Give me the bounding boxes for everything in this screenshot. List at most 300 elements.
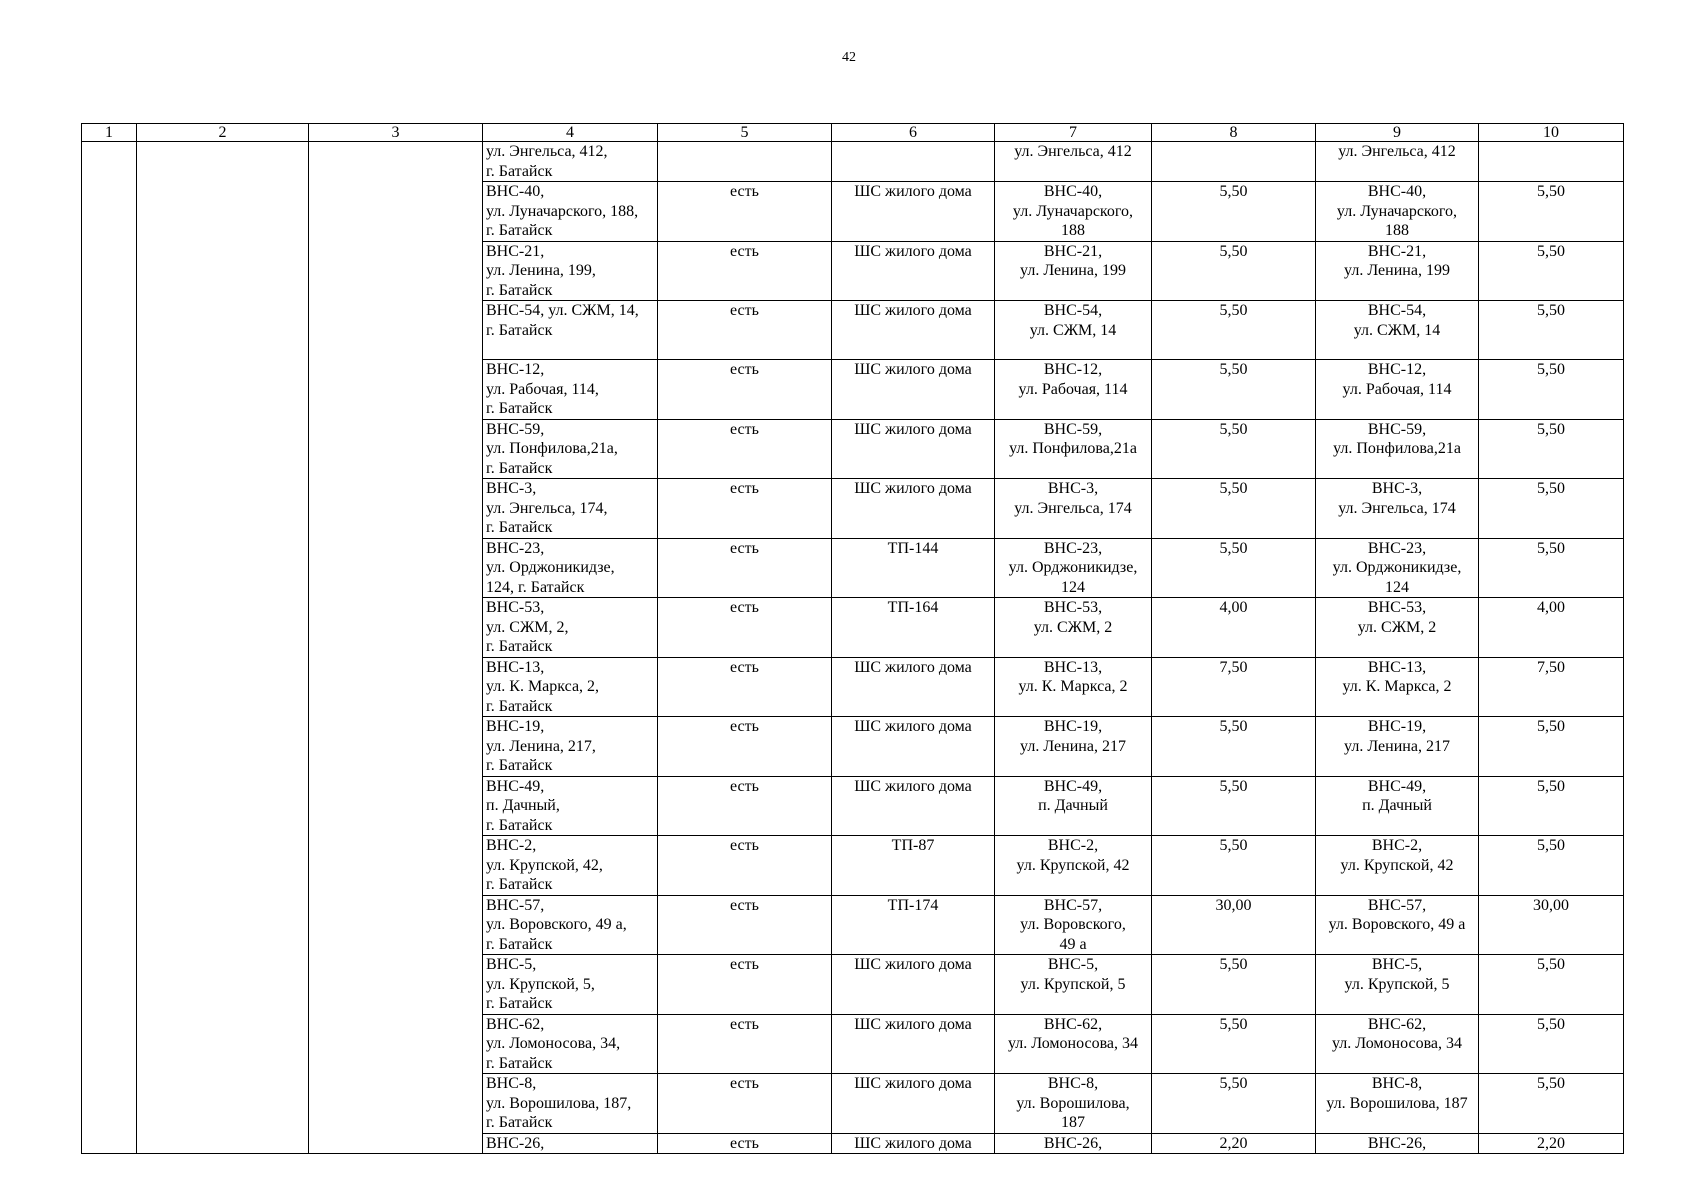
cell-line: ул. Крупской, 5	[1020, 975, 1126, 993]
object-address-cell	[483, 1074, 658, 1134]
cell-line: ул. Орджоникидзе,	[1008, 559, 1138, 576]
cell-line: ул. Ленина, 199	[1344, 262, 1450, 279]
cell-line: ВНС-21,	[1367, 242, 1427, 260]
object-address-cell	[483, 717, 658, 777]
table-row	[82, 717, 1624, 777]
cell-line: 124	[1061, 578, 1085, 596]
metering-point-cell	[1316, 955, 1479, 1015]
connection-point-cell	[995, 182, 1152, 242]
empty-cell-col3	[309, 241, 483, 301]
connection-point-cell	[995, 419, 1152, 479]
power-source-cell: ШС жилого дома	[832, 301, 995, 360]
power-source-cell: ШС жилого дома	[832, 657, 995, 717]
cell-line: ул. Рабочая, 114	[1018, 380, 1128, 398]
cell-line: ВНС-23,	[1367, 539, 1427, 557]
empty-cell-col1	[82, 419, 137, 479]
metering-power-cell: 5,50	[1479, 538, 1624, 598]
column-header-2: 2	[137, 124, 309, 142]
table-row	[82, 182, 1624, 242]
power-value-cell: 5,50	[1152, 479, 1316, 539]
connection-point-cell	[995, 895, 1152, 955]
cell-line: г. Батайск	[486, 162, 553, 180]
power-source-cell: ТП-144	[832, 538, 995, 598]
table-row	[82, 1133, 1624, 1154]
cell-line: ул. Орджоникидзе,	[486, 559, 615, 576]
cell-line: ВНС-5,	[486, 956, 537, 973]
connection-point-cell	[995, 142, 1152, 182]
metering-power-cell: 4,00	[1479, 598, 1624, 658]
cell-line: ул. Орджоникидзе,	[1332, 559, 1462, 576]
power-source-cell: ШС жилого дома	[832, 479, 995, 539]
metering-point-cell	[1316, 776, 1479, 836]
metering-point-cell	[1316, 241, 1479, 301]
cell-line: ВНС-53,	[486, 599, 545, 616]
power-value-cell: 5,50	[1152, 538, 1316, 598]
metering-point-cell	[1316, 1014, 1479, 1074]
empty-cell-col1	[82, 1133, 137, 1154]
empty-cell-col3	[309, 836, 483, 896]
cell-line: ул. Ломоносова, 34,	[486, 1035, 621, 1052]
column-header-8: 8	[1152, 124, 1316, 142]
cell-line: ВНС-5,	[1371, 956, 1423, 973]
metering-power-cell	[1479, 142, 1624, 182]
cell-line: ВНС-53,	[1043, 599, 1103, 616]
metering-point-cell	[1316, 717, 1479, 777]
availability-cell: есть	[658, 301, 832, 360]
cell-line: ВНС-49,	[486, 777, 545, 795]
cell-line: г. Батайск	[486, 400, 553, 417]
power-source-cell: ШС жилого дома	[832, 717, 995, 777]
cell-line: 188	[1061, 222, 1085, 239]
availability-cell: есть	[658, 1014, 832, 1074]
empty-cell-col1	[82, 598, 137, 658]
metering-power-cell: 2,20	[1479, 1133, 1624, 1154]
cell-line: ВНС-54, ул. СЖМ, 14,	[486, 302, 639, 319]
cell-line: ул. Ворошилова, 187	[1326, 1094, 1468, 1112]
cell-line: ВНС-13,	[1367, 658, 1427, 676]
power-source-cell: ШС жилого дома	[832, 1074, 995, 1134]
empty-cell-col2	[137, 598, 309, 658]
availability-cell: есть	[658, 1074, 832, 1134]
cell-line: ВНС-21,	[486, 242, 545, 260]
cell-line: ул. Энгельса, 412	[1014, 143, 1132, 160]
cell-line: ВНС-2,	[1047, 837, 1099, 854]
power-source-cell: ТП-87	[832, 836, 995, 896]
empty-cell-col1	[82, 717, 137, 777]
availability-cell	[658, 142, 832, 182]
power-source-cell: ШС жилого дома	[832, 419, 995, 479]
connection-point-cell	[995, 598, 1152, 658]
table-row	[82, 836, 1624, 896]
metering-power-cell: 5,50	[1479, 1014, 1624, 1074]
power-source-cell: ШС жилого дома	[832, 1133, 995, 1154]
metering-power-cell: 5,50	[1479, 836, 1624, 896]
cell-line: ул. Рабочая, 114,	[486, 380, 599, 398]
cell-line: ул. Рабочая, 114	[1342, 380, 1452, 398]
cell-line: ВНС-62,	[1043, 1015, 1103, 1033]
cell-line: ул. СЖМ, 14	[1353, 321, 1441, 339]
empty-cell-col2	[137, 836, 309, 896]
table-row	[82, 241, 1624, 301]
page-number: 42	[842, 50, 856, 65]
cell-line: ул. Понфилова,21а,	[486, 440, 618, 457]
power-value-cell: 5,50	[1152, 776, 1316, 836]
cell-line: ул. Луначарского, 188,	[486, 202, 639, 220]
cell-line: г. Батайск	[486, 757, 553, 774]
power-value-cell: 5,50	[1152, 419, 1316, 479]
cell-line: г. Батайск	[486, 281, 553, 299]
cell-line: ул. Ломоносова, 34	[1007, 1035, 1139, 1052]
cell-line: ВНС-8,	[486, 1075, 537, 1092]
cell-line: ул. Энгельса, 412,	[486, 143, 608, 160]
metering-power-cell: 5,50	[1479, 1074, 1624, 1134]
table-row	[82, 360, 1624, 420]
power-source-cell	[832, 142, 995, 182]
power-source-cell: ШС жилого дома	[832, 1014, 995, 1074]
metering-power-cell: 5,50	[1479, 717, 1624, 777]
power-value-cell: 5,50	[1152, 955, 1316, 1015]
cell-line: ВНС-62,	[1367, 1015, 1427, 1033]
object-address-cell	[483, 1014, 658, 1074]
cell-line: ВНС-26,	[1043, 1134, 1103, 1152]
empty-cell-col2	[137, 301, 309, 360]
availability-cell: есть	[658, 598, 832, 658]
empty-cell-col1	[82, 1074, 137, 1134]
cell-line: 124	[1385, 578, 1409, 596]
availability-cell: есть	[658, 538, 832, 598]
cell-line: ВНС-13,	[486, 658, 545, 676]
cell-line: ВНС-40,	[1367, 183, 1427, 200]
empty-cell-col1	[82, 241, 137, 301]
metering-point-cell	[1316, 182, 1479, 242]
cell-line: ул. Энгельса, 174	[1338, 499, 1456, 517]
cell-line: ВНС-40,	[1043, 183, 1103, 200]
connection-point-cell	[995, 657, 1152, 717]
availability-cell: есть	[658, 360, 832, 420]
cell-line: п. Дачный	[1362, 797, 1432, 814]
empty-cell-col2	[137, 360, 309, 420]
cell-line: ул. Крупской, 5	[1344, 975, 1450, 993]
cell-line: ВНС-54,	[1043, 302, 1103, 319]
power-value-cell: 5,50	[1152, 241, 1316, 301]
object-address-cell	[483, 419, 658, 479]
cell-line: ул. Крупской, 42	[1016, 856, 1130, 874]
cell-line: ВНС-59,	[486, 420, 545, 438]
empty-cell-col2	[137, 776, 309, 836]
column-header-3: 3	[309, 124, 483, 142]
cell-line: г. Батайск	[486, 459, 553, 477]
power-source-cell: ШС жилого дома	[832, 182, 995, 242]
metering-power-cell: 5,50	[1479, 241, 1624, 301]
object-address-cell	[483, 301, 658, 360]
empty-cell-col1	[82, 836, 137, 896]
cell-line: ул. Ленина, 217	[1020, 737, 1126, 755]
cell-line: ул. Ворошилова, 187,	[486, 1094, 632, 1112]
object-address-cell	[483, 1133, 658, 1154]
cell-line: ул. Понфилова,21а	[1333, 440, 1461, 457]
availability-cell: есть	[658, 717, 832, 777]
empty-cell-col3	[309, 538, 483, 598]
cell-line: ул. СЖМ, 2	[1357, 618, 1437, 636]
empty-cell-col2	[137, 419, 309, 479]
availability-cell: есть	[658, 776, 832, 836]
availability-cell: есть	[658, 955, 832, 1015]
empty-cell-col2	[137, 182, 309, 242]
empty-cell-col2	[137, 142, 309, 182]
empty-cell-col3	[309, 301, 483, 360]
metering-point-cell	[1316, 1133, 1479, 1154]
cell-line: г. Батайск	[486, 1114, 553, 1131]
cell-line: г. Батайск	[486, 519, 553, 536]
cell-line: ВНС-21,	[1043, 242, 1103, 260]
cell-line: ВНС-12,	[1367, 361, 1427, 378]
empty-cell-col3	[309, 955, 483, 1015]
cell-line: ВНС-26,	[486, 1134, 545, 1152]
empty-cell-col1	[82, 301, 137, 360]
connection-point-cell	[995, 360, 1152, 420]
availability-cell: есть	[658, 241, 832, 301]
cell-line: г. Батайск	[486, 697, 553, 715]
object-address-cell	[483, 360, 658, 420]
availability-cell: есть	[658, 182, 832, 242]
table-body	[82, 142, 1624, 1154]
empty-cell-col3	[309, 598, 483, 658]
cell-line: 49 а	[1059, 935, 1087, 953]
cell-line: г. Батайск	[486, 995, 553, 1012]
connection-point-cell	[995, 241, 1152, 301]
power-value-cell: 5,50	[1152, 182, 1316, 242]
empty-cell-col1	[82, 142, 137, 182]
cell-line: п. Дачный	[1038, 797, 1108, 814]
data-table	[81, 123, 1624, 1154]
metering-power-cell: 5,50	[1479, 479, 1624, 539]
empty-cell-col2	[137, 1133, 309, 1154]
power-value-cell: 5,50	[1152, 717, 1316, 777]
empty-cell-col2	[137, 479, 309, 539]
cell-line: ВНС-12,	[486, 361, 545, 378]
cell-line: ул. Воровского,	[1020, 916, 1126, 933]
cell-line: ВНС-23,	[1043, 539, 1103, 557]
metering-power-cell: 30,00	[1479, 895, 1624, 955]
connection-point-cell	[995, 776, 1152, 836]
empty-cell-col3	[309, 1133, 483, 1154]
empty-cell-col3	[309, 1014, 483, 1074]
cell-line: ВНС-57,	[1043, 896, 1103, 914]
object-address-cell	[483, 657, 658, 717]
empty-cell-col2	[137, 717, 309, 777]
empty-cell-col1	[82, 479, 137, 539]
empty-cell-col3	[309, 1074, 483, 1134]
cell-line: 124, г. Батайск	[486, 578, 585, 596]
empty-cell-col3	[309, 657, 483, 717]
column-header-9: 9	[1316, 124, 1479, 142]
power-value-cell: 5,50	[1152, 301, 1316, 360]
metering-point-cell	[1316, 301, 1479, 360]
cell-line: ул. Ленина, 199	[1020, 262, 1126, 279]
cell-line: ВНС-3,	[486, 480, 537, 497]
empty-cell-col2	[137, 1014, 309, 1074]
cell-line: п. Дачный,	[486, 797, 560, 814]
cell-line: ул. Луначарского,	[1336, 202, 1458, 220]
cell-line: 187	[1061, 1114, 1085, 1131]
object-address-cell	[483, 538, 658, 598]
power-source-cell: ТП-164	[832, 598, 995, 658]
connection-point-cell	[995, 1133, 1152, 1154]
power-value-cell: 5,50	[1152, 360, 1316, 420]
column-header-5: 5	[658, 124, 832, 142]
power-value-cell: 30,00	[1152, 895, 1316, 955]
table-row	[82, 538, 1624, 598]
object-address-cell	[483, 598, 658, 658]
power-source-cell: ШС жилого дома	[832, 776, 995, 836]
cell-line: ВНС-12,	[1043, 361, 1103, 378]
cell-line: ВНС-3,	[1047, 480, 1099, 497]
cell-line: ВНС-8,	[1047, 1075, 1099, 1092]
availability-cell: есть	[658, 836, 832, 896]
availability-cell: есть	[658, 895, 832, 955]
empty-cell-col1	[82, 955, 137, 1015]
metering-power-cell: 5,50	[1479, 776, 1624, 836]
empty-cell-col3	[309, 142, 483, 182]
availability-cell: есть	[658, 1133, 832, 1154]
empty-cell-col1	[82, 895, 137, 955]
cell-line: ВНС-2,	[1371, 837, 1423, 854]
power-value-cell	[1152, 142, 1316, 182]
object-address-cell	[483, 241, 658, 301]
empty-cell-col3	[309, 479, 483, 539]
table-row	[82, 598, 1624, 658]
table-row	[82, 895, 1624, 955]
table-row	[82, 301, 1624, 360]
object-address-cell	[483, 182, 658, 242]
cell-line: г. Батайск	[486, 935, 553, 953]
power-value-cell: 5,50	[1152, 1074, 1316, 1134]
cell-line: ул. Воровского, 49 а	[1328, 916, 1466, 933]
empty-cell-col2	[137, 1074, 309, 1134]
power-source-cell: ШС жилого дома	[832, 241, 995, 301]
cell-line: ВНС-57,	[486, 896, 545, 914]
empty-cell-col2	[137, 955, 309, 1015]
cell-line: ВНС-19,	[486, 718, 545, 735]
empty-cell-col1	[82, 1014, 137, 1074]
cell-line: ВНС-40,	[486, 183, 545, 200]
object-address-cell	[483, 836, 658, 896]
empty-cell-col3	[309, 776, 483, 836]
cell-line: ВНС-59,	[1367, 420, 1427, 438]
empty-cell-col1	[82, 657, 137, 717]
object-address-cell	[483, 479, 658, 539]
table-row	[82, 657, 1624, 717]
cell-line: ул. К. Маркса, 2	[1018, 678, 1128, 695]
cell-line: ул. Крупской, 5,	[486, 975, 595, 993]
metering-power-cell: 7,50	[1479, 657, 1624, 717]
cell-line: г. Батайск	[486, 876, 553, 893]
metering-point-cell	[1316, 836, 1479, 896]
power-value-cell: 4,00	[1152, 598, 1316, 658]
column-header-4: 4	[483, 124, 658, 142]
empty-cell-col3	[309, 182, 483, 242]
cell-line: ул. Энгельса, 412	[1338, 143, 1456, 160]
cell-line: ВНС-5,	[1047, 956, 1099, 973]
metering-point-cell	[1316, 538, 1479, 598]
empty-cell-col2	[137, 895, 309, 955]
table-row	[82, 479, 1624, 539]
cell-line: ВНС-19,	[1367, 718, 1427, 735]
connection-point-cell	[995, 955, 1152, 1015]
metering-point-cell	[1316, 1074, 1479, 1134]
metering-point-cell	[1316, 142, 1479, 182]
power-source-cell: ШС жилого дома	[832, 360, 995, 420]
metering-power-cell: 5,50	[1479, 182, 1624, 242]
cell-line: ул. Луначарского,	[1012, 202, 1134, 220]
metering-power-cell: 5,50	[1479, 301, 1624, 360]
empty-cell-col1	[82, 182, 137, 242]
metering-point-cell	[1316, 657, 1479, 717]
cell-line: ВНС-54,	[1367, 302, 1427, 319]
cell-line: ул. Воровского, 49 а,	[486, 916, 627, 933]
availability-cell: есть	[658, 479, 832, 539]
power-value-cell: 7,50	[1152, 657, 1316, 717]
empty-cell-col3	[309, 360, 483, 420]
metering-point-cell	[1316, 360, 1479, 420]
metering-point-cell	[1316, 895, 1479, 955]
metering-point-cell	[1316, 598, 1479, 658]
cell-line: ВНС-23,	[486, 539, 545, 557]
cell-line: ул. К. Маркса, 2	[1342, 678, 1452, 695]
cell-line: г. Батайск	[486, 321, 553, 339]
cell-line: ул. Ленина, 199,	[486, 262, 596, 279]
table-row	[82, 955, 1624, 1015]
availability-cell: есть	[658, 419, 832, 479]
empty-cell-col2	[137, 241, 309, 301]
cell-line: ВНС-53,	[1367, 599, 1427, 616]
cell-line: ВНС-62,	[486, 1015, 545, 1033]
connection-point-cell	[995, 538, 1152, 598]
cell-line: ул. Ленина, 217,	[486, 737, 596, 755]
empty-cell-col3	[309, 717, 483, 777]
cell-line: г. Батайск	[486, 222, 553, 239]
connection-point-cell	[995, 717, 1152, 777]
metering-point-cell	[1316, 419, 1479, 479]
header-row	[82, 124, 1624, 142]
cell-line: ул. СЖМ, 2	[1033, 618, 1113, 636]
cell-line: ул. К. Маркса, 2,	[486, 678, 600, 695]
connection-point-cell	[995, 1074, 1152, 1134]
cell-line: ул. Ворошилова,	[1016, 1094, 1130, 1112]
power-value-cell: 5,50	[1152, 1014, 1316, 1074]
cell-line: ВНС-13,	[1043, 658, 1103, 676]
cell-line: ВНС-59,	[1043, 420, 1103, 438]
cell-line: ул. СЖМ, 14	[1029, 321, 1117, 339]
cell-line: ул. Энгельса, 174,	[486, 499, 608, 517]
cell-line: ул. Крупской, 42,	[486, 856, 603, 874]
column-header-6: 6	[832, 124, 995, 142]
object-address-cell	[483, 776, 658, 836]
column-header-10: 10	[1479, 124, 1624, 142]
cell-line: ВНС-19,	[1043, 718, 1103, 735]
cell-line: ВНС-2,	[486, 837, 537, 854]
cell-line: 188	[1385, 222, 1409, 239]
connection-point-cell	[995, 479, 1152, 539]
column-header-1: 1	[82, 124, 137, 142]
empty-cell-col3	[309, 419, 483, 479]
cell-line: ВНС-3,	[1371, 480, 1423, 497]
table-row	[82, 142, 1624, 182]
object-address-cell	[483, 955, 658, 1015]
availability-cell: есть	[658, 657, 832, 717]
cell-line: ВНС-57,	[1367, 896, 1427, 914]
empty-cell-col2	[137, 538, 309, 598]
